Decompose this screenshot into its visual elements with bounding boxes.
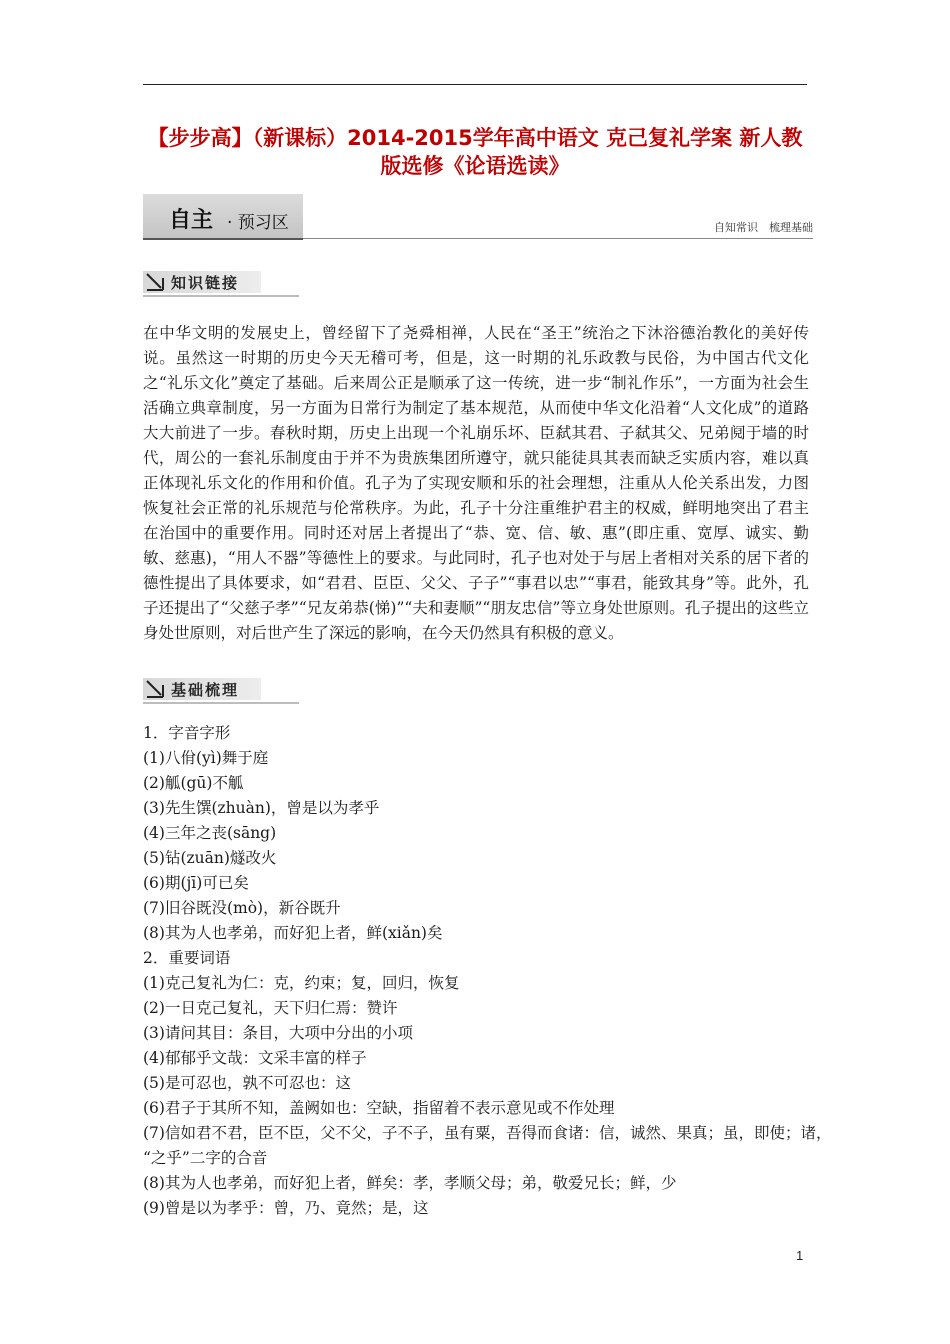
list-item: (5)钻(zuān)燧改火	[143, 849, 277, 867]
list-item: (9)曾是以为孝乎：曾，乃、竟然；是，这	[143, 1199, 429, 1217]
list-item: (4)三年之丧(sāng)	[143, 824, 277, 842]
list-item: (1)克己复礼为仁：克，约束；复，回归，恢复	[143, 974, 460, 992]
title-line-2: 版选修《论语选读》	[380, 154, 570, 178]
list-item: (7)旧谷既没(mò)，新谷既升	[143, 899, 341, 917]
header-rule	[143, 84, 807, 85]
heading-underline	[143, 702, 299, 704]
section-heading-knowledge	[143, 271, 299, 297]
list-item: (5)是可忍也，孰不可忍也：这	[143, 1074, 351, 1092]
list-item: (3)先生馔(zhuàn)，曾是以为孝乎	[143, 799, 380, 817]
banner-underline	[303, 238, 813, 239]
banner-main-label: 自主	[169, 208, 214, 233]
list-item: (3)请问其目：条目，大项中分出的小项	[143, 1024, 413, 1042]
diagonal-arrow-icon	[146, 680, 164, 698]
title-line-1: 【步步高】（新课标）2014-2015学年高中语文 克己复礼学案 新人教	[147, 126, 803, 150]
section-heading-basics	[143, 678, 299, 704]
section-title-basics: 基础梳理	[171, 681, 240, 699]
heading-underline	[143, 295, 299, 297]
list-item: (7)信如君不君，臣不臣，父不父，子不子，虽有粟，吾得而食诸：信，诚然、果真；虽，即使；诸，	[143, 1124, 832, 1142]
paragraph-text: 在中华文明的发展史上，曾经留下了尧舜相禅，人民在“圣王”统治之下沐浴德治教化的美好传说。虽然这一时期的历史今天无稽可考，但是，这一时期的礼乐政教与民俗，为中国古代文化之“礼乐文化”奠定了基础。后来周公正是顺承了这一传统，进一步“制礼作乐”，一方面为社会生活确立典章制度，另一方面为日常行为制定了基本规范，从而使中华文化沿着“人文化成”的道路大大前进了一步。春秋时期，历史上出现一个礼崩乐坏、臣弑其君、子弑其父、兄弟阋于墙的时代，周公的一套礼乐制度由于并不为贵族集团所遵守，就只能徒具其表而缺乏实质内容，难以真正体现礼乐文化的作用和价值。孔子为了实现安顺和乐的社会理想，注重从人伦关系出发，力图恢复社会正常的礼乐规范与伦常秩序。为此，孔子十分注重维护君主的权威，鲜明地突出了君主在治国中的重要作用。同时还对居上者提出了“恭、宽、信、敏、惠”(即庄重、宽厚、诚实、勤敏、慈惠)，“用人不器”等德性上的要求。与此同时，孔子也对处于与居上者相对关系的居下者的德性提出了具体要求，如“君君、臣臣、父父、子子”“事君以忠”“事君，能致其身”等。此外，孔子还提出了“父慈子孝”“兄友弟恭(悌)”“夫和妻顺”“朋友忠信”等立身处世原则。孔子提出的这些立身处世原则，对后世产生了深远的影响，在今天仍然具有积极的意义。	[143, 324, 809, 642]
list-item: (2)觚(gū)不觚	[143, 774, 244, 792]
banner-sub-label: · 预习区	[227, 213, 289, 233]
knowledge-paragraph	[143, 321, 809, 646]
section-title-knowledge: 知识链接	[171, 274, 240, 292]
list-item: 2．重要词语	[143, 949, 231, 967]
banner-right-label: 自知常识 梳理基础	[714, 221, 813, 234]
list-item: (1)八佾(yì)舞于庭	[143, 749, 269, 767]
list-item: (4)郁郁乎文哉：文采丰富的样子	[143, 1049, 367, 1067]
page-number: 1	[796, 1248, 804, 1263]
list-item: (2)一日克己复礼，天下归仁焉：赞许	[143, 999, 398, 1017]
list-item: (6)君子于其所不知，盖阙如也：空缺，指留着不表示意见或不作处理	[143, 1099, 615, 1117]
diagonal-arrow-icon	[146, 273, 164, 291]
document-title	[130, 124, 820, 180]
list-item: (8)其为人也孝弟，而好犯上者，鲜矣：孝，孝顺父母；弟，敬爱兄长；鲜，少	[143, 1174, 677, 1192]
list-item: “之乎”二字的合音	[143, 1149, 268, 1167]
list-item: (6)期(jī)可已矣	[143, 874, 249, 892]
section-banner	[143, 194, 813, 240]
list-item: 1．字音字形	[143, 724, 231, 742]
basics-list	[143, 721, 832, 1221]
list-item: (8)其为人也孝弟，而好犯上者，鲜(xiǎn)矣	[143, 924, 443, 942]
